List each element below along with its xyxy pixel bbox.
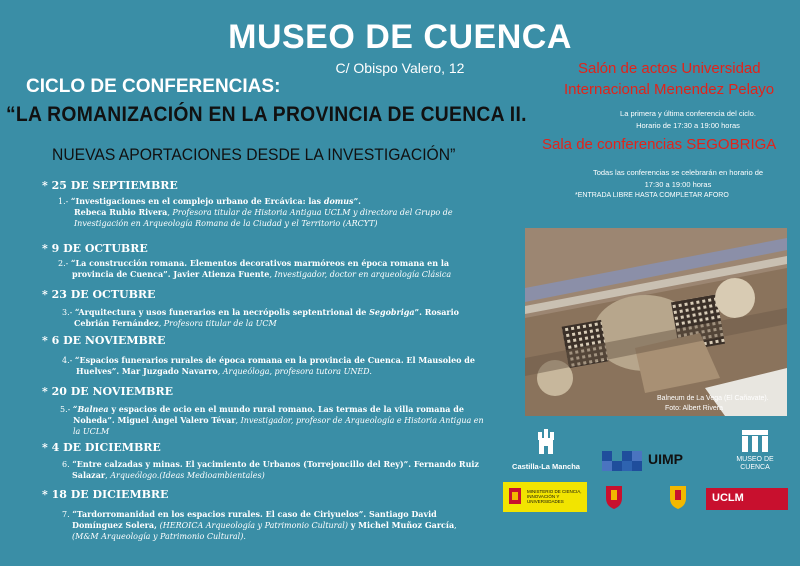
clm-label: Castilla-La Mancha	[512, 462, 580, 471]
speaker-affiliation-cont: (M&M Arqueología y Patrimonio Cultural).	[72, 532, 246, 541]
talk-title-italic: “Balnea	[72, 404, 109, 414]
talk-title: “Espacios funerarios rurales de época romana en la provincia de Cuenca. El Mausoleo de	[74, 355, 475, 365]
speaker-name: Rebeca Rubio Rivera	[74, 207, 168, 217]
talk-title-italic: domus	[323, 196, 354, 206]
talk-number: 3.-	[62, 308, 73, 317]
cycle-title: “LA ROMANIZACIÓN EN LA PROVINCIA DE CUENCA II.	[6, 103, 527, 126]
uclm-label: UCLM	[712, 492, 744, 504]
talk-item	[62, 307, 522, 329]
talk-title: “La construcción romana. Elementos decorativos marmóreos en época romana en la	[70, 258, 450, 268]
speaker-name: Huelves”. Mar Juzgado Navarro	[76, 366, 218, 376]
talk-number: 6.	[62, 460, 70, 469]
venue-segobriga-note	[572, 167, 784, 191]
date-heading: * 20 DE NOVIEMBRE	[42, 385, 173, 398]
date-heading: * 9 DE OCTUBRE	[42, 242, 148, 255]
talk-title: “Tardorromanidad en los espacios rurales. El caso de Ciriyuelos”. Santiago David	[72, 509, 437, 519]
talk-number: 2.-	[58, 259, 69, 268]
talk-item	[62, 459, 522, 481]
ministerio-label: MINISTERIO DE CIENCIA, INNOVACIÓN Y UNIVERSIDADES	[527, 489, 582, 504]
cycle-heading: CICLO DE CONFERENCIAS:	[26, 76, 281, 97]
museum-mark-icon	[740, 430, 770, 452]
speaker-name: Cebrián Fernández	[74, 318, 159, 328]
uimp-mark-icon	[602, 451, 644, 471]
castle-icon	[536, 428, 556, 456]
ministerio-logo	[503, 482, 587, 512]
speaker-name: Salazar	[72, 470, 106, 480]
speaker-affiliation: , Arqueóloga, profesora tutora UNED.	[217, 367, 372, 376]
uimp-logo	[602, 449, 722, 473]
talk-title: “Investigaciones en el complejo urbano de Ercávica: las	[70, 196, 324, 206]
museum-address: C/ Obispo Valero, 12	[335, 60, 465, 76]
talk-number: 4.-	[62, 356, 73, 365]
speaker-affiliation: , Investigador, doctor en arqueología Clásica	[269, 270, 452, 279]
talk-item	[58, 258, 518, 280]
talk-title-tail: ”. Rosario	[414, 307, 459, 317]
talk-title: “Entre calzadas y minas. El yacimiento de Urbanos (Torrejoncillo del Rey)”. Fernando Ruiz	[72, 459, 479, 469]
mosaic-illustration	[525, 228, 787, 416]
venue-segobriga: Sala de conferencias SEGOBRIGA	[542, 136, 777, 153]
photo-caption: Balneum de La Vega (El Cañavate).	[657, 395, 769, 402]
free-entry-note: *ENTRADA LIBRE HASTA COMPLETAR AFORO	[575, 192, 729, 199]
uimp-label: UIMP	[648, 451, 683, 467]
venue-uimp-note-line1: La primera y última conferencia del ciclo.	[620, 109, 756, 118]
talk-item	[62, 509, 532, 542]
speaker-affiliation: (HEROICA Arqueología y Patrimonio Cultural)	[159, 521, 348, 530]
venue-uimp-note	[588, 108, 788, 132]
speaker-affiliation-cont: la UCLM	[73, 427, 110, 436]
venue-uimp-note-line2: Horario de 17:30 a 19:00 horas	[636, 121, 740, 130]
venue-uimp-line2: Internacional Menendez Pelayo	[564, 81, 775, 98]
speaker-affiliation: , Profesora titular de la UCM	[158, 319, 277, 328]
speaker-name-2: y Michel Muñoz García	[347, 520, 455, 530]
municipal-shield-logo-2	[660, 484, 696, 514]
photo-credit: Foto: Albert Rivera	[665, 405, 723, 412]
municipal-shield-logo-1	[596, 484, 632, 514]
talk-title-tail: ”.	[353, 196, 361, 206]
speaker-affiliation: , Arqueólogo.(Ideas Medioambientales)	[105, 471, 265, 480]
date-heading: * 25 DE SEPTIEMBRE	[42, 179, 178, 192]
venue-segobriga-note-line2: 17:30 a 19:00 horas	[644, 180, 712, 189]
museo-label: MUSEO DE CUENCA	[736, 456, 774, 471]
talk-item	[60, 404, 520, 437]
cycle-subtitle: NUEVAS APORTACIONES DESDE LA INVESTIGACIÓN”	[52, 146, 456, 164]
castilla-la-mancha-logo	[512, 428, 580, 476]
speaker-name: provincia de Cuenca”. Javier Atienza Fuente	[72, 269, 270, 279]
talk-number: 5.-	[60, 405, 71, 414]
speaker-affiliation-sep: ,	[454, 521, 457, 530]
speaker-affiliation: , Investigador, profesor de Arqueología e Historia Antigua en	[235, 416, 484, 425]
talk-title-italic: Segobriga	[369, 307, 415, 317]
museo-cuenca-logo	[730, 428, 780, 476]
venue-uimp-line1: Salón de actos Universidad	[578, 60, 761, 77]
speaker-affiliation-cont: Investigación en Arqueología Romana de la Ciudad y el Territorio (ARCYT)	[74, 219, 378, 228]
date-heading: * 23 DE OCTUBRE	[42, 288, 156, 301]
talk-number: 1.-	[58, 197, 69, 206]
coat-of-arms-icon	[507, 486, 523, 508]
talk-item	[58, 196, 508, 229]
venue-segobriga-note-line1: Todas las conferencias se celebrarán en horario de	[592, 168, 764, 177]
speaker-name: Noheda”. Miguel Ángel Valero Tévar	[73, 415, 236, 425]
talk-title: y espacios de ocio en el mundo rural romano. Las termas de la villa romana de	[108, 404, 464, 414]
shield-icon	[604, 484, 624, 510]
shield-icon	[668, 484, 688, 510]
date-heading: * 18 DE DICIEMBRE	[42, 488, 169, 501]
date-heading: * 6 DE NOVIEMBRE	[42, 334, 166, 347]
talk-number: 7.	[62, 510, 70, 519]
date-heading: * 4 DE DICIEMBRE	[42, 441, 161, 454]
speaker-affiliation: , Profesora titular de Historia Antigua UCLM y directora del Grupo de	[167, 208, 453, 217]
speaker-name: Domínguez Solera,	[72, 520, 160, 530]
museum-title: MUSEO DE CUENCA	[228, 18, 572, 56]
talk-title: “Arquitectura y usos funerarios en la necrópolis septentrional de	[74, 307, 370, 317]
mosaic-photo	[525, 228, 787, 416]
uclm-logo	[706, 488, 788, 510]
talk-item	[62, 355, 522, 377]
